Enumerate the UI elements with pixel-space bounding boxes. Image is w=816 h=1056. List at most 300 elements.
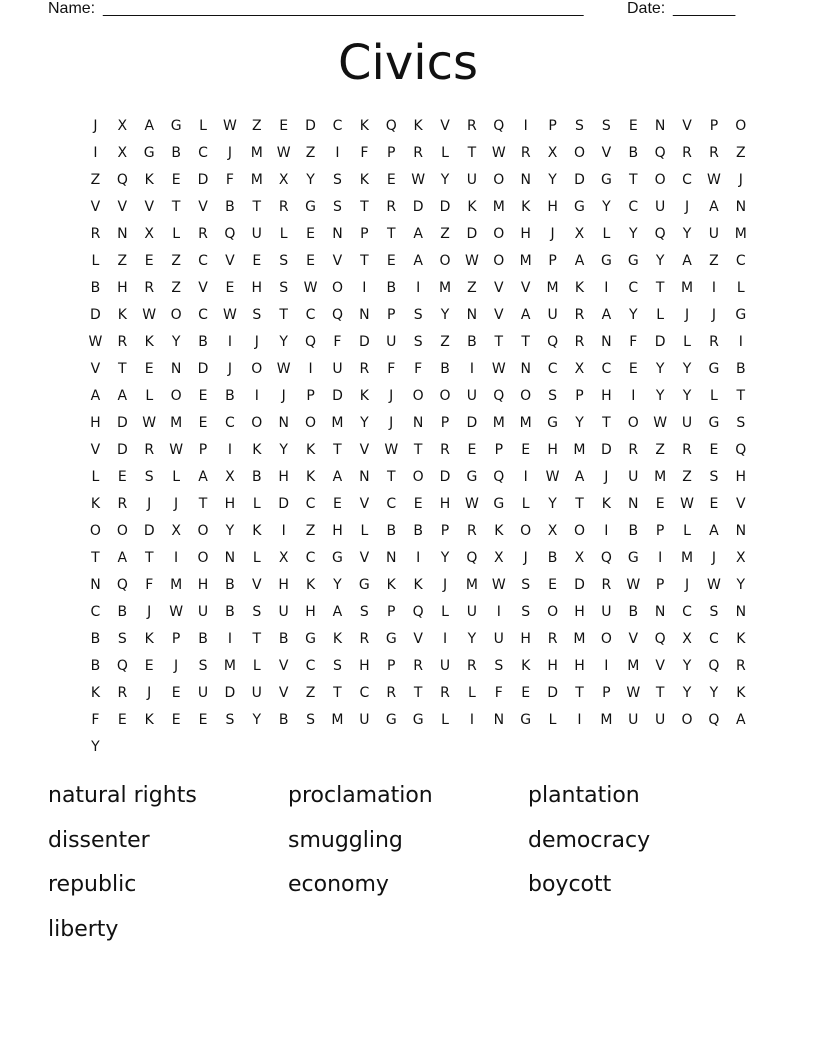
grid-letter: Q — [116, 576, 128, 593]
grid-letter: K — [144, 711, 154, 728]
grid-letter: N — [359, 306, 370, 323]
grid-letter: U — [547, 306, 558, 323]
grid-letter: T — [144, 549, 154, 566]
grid-letter: Z — [440, 225, 450, 242]
grid-letter: Q — [708, 657, 720, 674]
grid-letter: A — [682, 252, 692, 269]
grid-letter: G — [708, 414, 720, 431]
grid-letter: S — [306, 711, 316, 728]
grid-letter: N — [520, 171, 531, 188]
grid-letter: E — [548, 576, 558, 593]
grid-letter: E — [198, 387, 208, 404]
grid-letter: U — [493, 630, 504, 647]
grid-letter: W — [142, 306, 157, 323]
grid-letter: T — [413, 441, 423, 458]
grid-letter: B — [628, 603, 639, 620]
grid-letter: S — [225, 711, 235, 728]
grid-letter: W — [222, 306, 237, 323]
grid-letter: L — [252, 495, 261, 512]
grid-letter: B — [225, 576, 235, 593]
grid-letter: R — [117, 684, 128, 701]
grid-letter: M — [170, 414, 183, 431]
grid-letter: Q — [547, 333, 559, 350]
grid-letter: R — [278, 198, 289, 215]
grid-letter: U — [251, 684, 262, 701]
grid-letter: W — [491, 576, 506, 593]
grid-letter: Q — [116, 171, 128, 188]
grid-letter: J — [684, 198, 690, 215]
grid-letter: C — [601, 360, 612, 377]
grid-letter: V — [413, 630, 423, 647]
grid-letter: S — [279, 252, 289, 269]
grid-letter: L — [468, 684, 476, 701]
grid-letter: Z — [467, 279, 477, 296]
grid-letter: L — [279, 225, 288, 242]
grid-letter: D — [466, 225, 478, 242]
grid-letter: R — [467, 117, 477, 134]
grid-letter: V — [682, 117, 692, 134]
grid-letter: U — [386, 333, 397, 350]
grid-letter: R — [735, 657, 746, 674]
grid-letter: E — [386, 171, 396, 188]
grid-letter: O — [331, 279, 343, 296]
grid-letter: X — [117, 117, 128, 134]
grid-letter: K — [144, 333, 154, 350]
grid-letter: R — [682, 441, 692, 458]
grid-letter: B — [278, 711, 289, 728]
grid-letter: E — [117, 711, 127, 728]
grid-letter: U — [655, 198, 666, 215]
grid-letter: Y — [440, 171, 450, 188]
grid-letter: O — [493, 171, 505, 188]
grid-letter: J — [523, 549, 528, 566]
grid-letter: K — [386, 576, 396, 593]
grid-letter: T — [628, 171, 638, 188]
grid-letter: J — [174, 495, 179, 512]
grid-letter: R — [359, 360, 370, 377]
grid-letter: X — [547, 144, 558, 161]
grid-letter: Q — [116, 657, 128, 674]
grid-letter: G — [143, 144, 155, 161]
grid-letter: A — [709, 522, 719, 539]
grid-letter: P — [548, 117, 557, 134]
grid-letter: U — [197, 684, 209, 701]
grid-letter: Z — [305, 684, 316, 701]
grid-letter: I — [227, 333, 232, 350]
grid-letter: B — [278, 630, 289, 647]
grid-letter: J — [684, 306, 690, 323]
grid-letter: L — [656, 306, 665, 323]
grid-letter: V — [332, 252, 343, 269]
grid-letter: Z — [655, 441, 665, 458]
grid-letter: Q — [600, 549, 612, 566]
grid-letter: Y — [709, 684, 719, 701]
grid-letter: T — [333, 441, 342, 458]
grid-letter: S — [333, 198, 342, 215]
grid-letter: U — [708, 225, 720, 242]
grid-letter: D — [654, 333, 666, 350]
grid-letter: S — [575, 117, 584, 134]
grid-letter: T — [494, 333, 504, 350]
grid-letter: D — [412, 198, 424, 215]
grid-letter: D — [600, 441, 612, 458]
grid-letter: D — [439, 468, 451, 485]
grid-letter: L — [172, 468, 181, 485]
grid-letter: R — [601, 576, 612, 593]
grid-letter: E — [171, 711, 181, 728]
grid-letter: E — [306, 252, 315, 269]
grid-letter: R — [90, 225, 101, 242]
grid-letter: L — [710, 387, 718, 404]
grid-letter: H — [224, 495, 236, 512]
grid-letter: O — [573, 144, 585, 161]
grid-letter: I — [496, 603, 501, 620]
grid-letter: T — [333, 684, 342, 701]
word-list-item: dissenter — [48, 827, 150, 853]
grid-letter: R — [117, 495, 128, 512]
grid-letter: Y — [548, 171, 557, 188]
grid-letter: F — [494, 684, 503, 701]
grid-letter: S — [279, 279, 289, 296]
grid-letter: M — [250, 144, 263, 161]
grid-letter: H — [574, 603, 585, 620]
grid-letter: Y — [655, 387, 665, 404]
grid-letter: M — [170, 576, 183, 593]
grid-letter: Z — [440, 333, 450, 350]
grid-letter: M — [680, 549, 694, 566]
grid-letter: R — [413, 144, 423, 161]
grid-letter: F — [333, 333, 342, 350]
grid-letter: R — [467, 657, 477, 674]
grid-letter: E — [521, 684, 531, 701]
grid-letter: W — [276, 360, 291, 377]
grid-letter: L — [172, 225, 181, 242]
grid-letter: O — [412, 468, 424, 485]
grid-letter: O — [493, 225, 505, 242]
grid-letter: G — [170, 117, 182, 134]
grid-letter: V — [359, 549, 370, 566]
name-label: Name: — [48, 0, 96, 17]
grid-letter: E — [628, 360, 638, 377]
grid-letter: S — [736, 414, 746, 431]
grid-letter: G — [708, 360, 720, 377]
date-blank-line: _______ — [673, 0, 736, 17]
grid-letter: L — [683, 522, 691, 539]
grid-letter: C — [547, 360, 558, 377]
grid-letter: P — [440, 522, 450, 539]
grid-letter: R — [117, 333, 128, 350]
grid-letter: N — [654, 117, 666, 134]
grid-letter: D — [116, 414, 128, 431]
grid-letter: Z — [305, 522, 316, 539]
grid-letter: O — [197, 549, 209, 566]
grid-letter: Z — [736, 144, 746, 161]
grid-letter: B — [117, 603, 128, 620]
grid-letter: K — [736, 684, 746, 701]
grid-letter: X — [278, 171, 289, 188]
grid-letter: Q — [466, 549, 478, 566]
word-search-grid — [82, 112, 754, 760]
grid-letter: D — [332, 387, 343, 404]
grid-letter: K — [144, 630, 154, 647]
grid-letter: W — [653, 414, 668, 431]
grid-letter: V — [736, 495, 746, 512]
grid-letter: S — [252, 603, 262, 620]
grid-letter: L — [441, 144, 449, 161]
grid-letter: M — [465, 576, 478, 593]
grid-letter: J — [738, 171, 743, 188]
grid-letter: G — [493, 495, 505, 512]
grid-letter: N — [170, 360, 182, 377]
grid-letter: B — [251, 468, 262, 485]
grid-letter: K — [601, 495, 611, 512]
grid-letter: J — [684, 576, 690, 593]
grid-letter: Q — [493, 117, 505, 134]
grid-letter: J — [711, 549, 716, 566]
grid-letter: O — [197, 522, 209, 539]
grid-letter: A — [117, 549, 128, 566]
grid-letter: O — [735, 117, 747, 134]
grid-letter: O — [439, 387, 451, 404]
grid-letter: L — [521, 495, 530, 512]
grid-letter: S — [521, 603, 531, 620]
grid-letter: G — [600, 252, 612, 269]
grid-letter: L — [602, 225, 611, 242]
grid-letter: I — [174, 549, 179, 566]
grid-letter: F — [629, 333, 638, 350]
grid-letter: S — [413, 333, 423, 350]
grid-letter: P — [387, 657, 396, 674]
grid-letter: A — [574, 252, 585, 269]
grid-letter: J — [604, 468, 609, 485]
grid-letter: M — [573, 441, 586, 458]
grid-letter: X — [225, 468, 235, 485]
grid-letter: H — [117, 279, 128, 296]
grid-letter: N — [628, 495, 639, 512]
grid-letter: Y — [655, 252, 665, 269]
grid-letter: C — [305, 657, 316, 674]
grid-letter: O — [412, 387, 424, 404]
grid-letter: I — [523, 117, 528, 134]
grid-letter: O — [170, 306, 182, 323]
grid-letter: X — [278, 549, 289, 566]
grid-letter: Y — [440, 549, 450, 566]
grid-letter: B — [90, 630, 101, 647]
grid-letter: D — [116, 441, 128, 458]
grid-letter: N — [412, 414, 424, 431]
grid-letter: K — [90, 684, 101, 701]
grid-letter: V — [278, 684, 289, 701]
grid-letter: P — [602, 684, 611, 701]
grid-letter: S — [709, 468, 719, 485]
grid-letter: U — [332, 360, 343, 377]
grid-letter: U — [655, 711, 666, 728]
grid-letter: K — [144, 171, 154, 188]
grid-letter: A — [117, 387, 128, 404]
grid-letter: O — [251, 360, 263, 377]
grid-letter: I — [469, 360, 474, 377]
grid-letter: R — [682, 144, 692, 161]
grid-letter: M — [492, 198, 505, 215]
grid-letter: P — [655, 576, 665, 593]
grid-letter: O — [493, 252, 505, 269]
grid-letter: W — [626, 576, 641, 593]
grid-letter: P — [575, 387, 584, 404]
grid-letter: M — [627, 657, 640, 674]
grid-letter: D — [305, 117, 316, 134]
grid-letter: S — [413, 306, 423, 323]
grid-letter: A — [520, 306, 531, 323]
grid-letter: A — [709, 198, 719, 215]
grid-letter: W — [464, 495, 479, 512]
grid-letter: N — [278, 414, 289, 431]
grid-letter: K — [332, 630, 343, 647]
grid-letter: L — [252, 657, 261, 674]
grid-letter: P — [306, 387, 315, 404]
grid-letter: K — [494, 522, 504, 539]
grid-letter: D — [197, 360, 209, 377]
grid-letter: A — [332, 468, 343, 485]
word-list-item: boycott — [528, 872, 612, 897]
grid-letter: K — [413, 117, 423, 134]
grid-letter: C — [628, 279, 639, 296]
grid-letter: A — [198, 468, 208, 485]
grid-letter: P — [198, 441, 208, 458]
grid-letter: C — [709, 630, 719, 647]
grid-letter: Y — [440, 306, 450, 323]
grid-letter: D — [143, 522, 155, 539]
grid-letter: W — [169, 441, 184, 458]
grid-letter: B — [628, 522, 639, 539]
grid-letter: H — [90, 414, 101, 431]
grid-letter: F — [91, 711, 100, 728]
grid-letter: X — [117, 144, 128, 161]
grid-letter: J — [550, 225, 555, 242]
grid-letter: F — [225, 171, 234, 188]
grid-letter: Z — [305, 144, 316, 161]
grid-letter: V — [628, 630, 639, 647]
grid-letter: L — [91, 468, 100, 485]
grid-letter: E — [655, 495, 665, 512]
word-list-item: economy — [288, 872, 389, 897]
grid-letter: R — [709, 144, 719, 161]
grid-letter: K — [359, 387, 369, 404]
grid-letter: T — [467, 144, 477, 161]
grid-letter: J — [147, 684, 152, 701]
grid-letter: Q — [708, 711, 720, 728]
grid-letter: J — [227, 360, 232, 377]
grid-letter: E — [171, 171, 181, 188]
grid-letter: H — [735, 468, 747, 485]
grid-letter: W — [491, 360, 506, 377]
grid-letter: H — [359, 657, 370, 674]
grid-letter: D — [358, 333, 370, 350]
grid-letter: R — [520, 144, 531, 161]
grid-letter: O — [654, 171, 666, 188]
grid-letter: X — [494, 549, 504, 566]
grid-letter: Y — [575, 414, 584, 431]
grid-letter: E — [467, 441, 477, 458]
grid-letter: W — [222, 117, 237, 134]
grid-letter: E — [144, 252, 154, 269]
grid-letter: U — [628, 468, 639, 485]
grid-letter: O — [439, 252, 451, 269]
grid-letter: I — [604, 279, 609, 296]
grid-letter: R — [440, 684, 450, 701]
grid-letter: N — [386, 549, 397, 566]
grid-letter: Y — [682, 360, 692, 377]
grid-letter: Q — [735, 441, 747, 458]
grid-letter: H — [547, 441, 558, 458]
grid-letter: S — [494, 657, 504, 674]
grid-letter: N — [493, 711, 505, 728]
grid-letter: J — [147, 495, 152, 512]
grid-letter: G — [412, 711, 424, 728]
grid-letter: G — [466, 468, 478, 485]
grid-letter: K — [305, 468, 316, 485]
grid-letter: C — [332, 117, 343, 134]
grid-letter: E — [144, 657, 154, 674]
grid-letter: T — [91, 549, 100, 566]
grid-letter: Q — [331, 306, 343, 323]
grid-letter: T — [736, 387, 746, 404]
grid-letter: V — [494, 279, 504, 296]
grid-letter: B — [225, 387, 235, 404]
grid-letter: W — [142, 414, 157, 431]
grid-letter: A — [90, 387, 101, 404]
grid-letter: Y — [736, 576, 746, 593]
grid-letter: W — [626, 684, 641, 701]
grid-letter: J — [254, 333, 259, 350]
grid-letter: E — [225, 279, 235, 296]
grid-letter: Q — [305, 333, 317, 350]
grid-letter: J — [147, 603, 152, 620]
grid-letter: P — [387, 144, 396, 161]
grid-letter: W — [545, 468, 560, 485]
grid-letter: I — [442, 630, 448, 647]
grid-letter: N — [601, 333, 612, 350]
grid-letter: L — [441, 711, 449, 728]
grid-letter: P — [494, 441, 504, 458]
grid-letter: E — [333, 495, 342, 512]
grid-letter: K — [252, 522, 262, 539]
grid-letter: L — [736, 279, 745, 296]
grid-letter: C — [305, 306, 316, 323]
grid-letter: C — [198, 144, 208, 161]
grid-letter: N — [224, 549, 236, 566]
grid-letter: W — [491, 144, 506, 161]
grid-letter: C — [225, 414, 235, 431]
grid-letter: W — [88, 333, 103, 350]
grid-letter: N — [735, 522, 747, 539]
grid-letter: K — [359, 171, 369, 188]
grid-letter: J — [389, 414, 394, 431]
date-label: Date: — [627, 0, 666, 17]
grid-letter: Y — [279, 333, 288, 350]
grid-letter: B — [736, 360, 746, 377]
grid-letter: Y — [91, 738, 100, 755]
grid-letter: V — [359, 495, 370, 512]
grid-letter: G — [600, 171, 612, 188]
grid-letter: S — [117, 630, 127, 647]
grid-letter: Y — [682, 684, 692, 701]
grid-letter: Y — [252, 711, 262, 728]
grid-letter: E — [306, 225, 315, 242]
grid-letter: R — [709, 333, 719, 350]
grid-letter: Q — [654, 630, 666, 647]
grid-letter: R — [440, 441, 450, 458]
grid-letter: O — [520, 387, 532, 404]
